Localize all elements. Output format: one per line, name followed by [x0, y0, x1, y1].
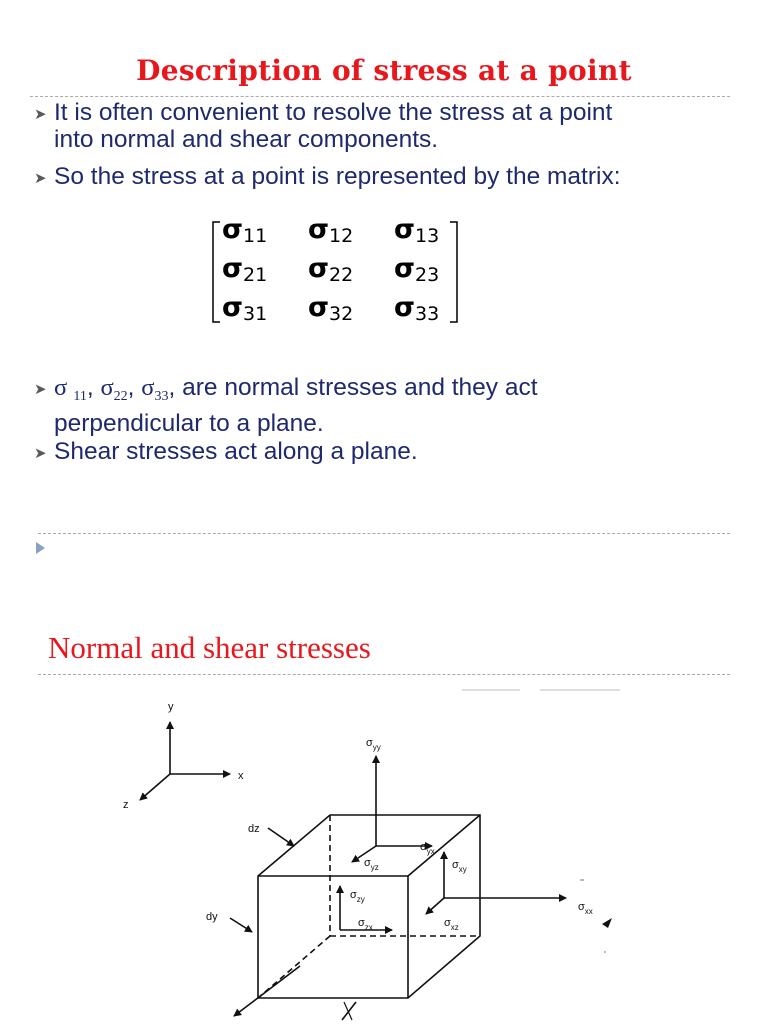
bullet-3-line-2: perpendicular to a plane.	[54, 410, 324, 437]
bullet-arrow-icon: ➤	[34, 106, 47, 123]
matrix-cell-11: $\sigma_{11}$	[222, 214, 268, 247]
stress-matrix	[210, 214, 466, 328]
bullet-arrow-icon: ➤	[34, 170, 47, 187]
title-2-divider	[38, 674, 730, 675]
bullet-2	[34, 163, 734, 190]
bullet-4-line-1: Shear stresses act along a plane.	[54, 438, 418, 465]
bullet-1-line-1: It is often convenient to resolve the stress at a point	[54, 99, 613, 126]
dz-label: dz	[248, 823, 260, 835]
sigma-xz-label: $\sigma_{xz}$	[444, 917, 459, 932]
matrix-cell-12: $\sigma_{12}$	[308, 214, 354, 247]
slide-divider	[38, 533, 730, 534]
bullet-arrow-icon: ➤	[34, 381, 47, 398]
matrix-cell-33: $\sigma_{33}$	[394, 292, 440, 325]
bullet-arrow-icon: ➤	[34, 445, 47, 462]
bullet-3-line-1: σ $_{11}$, $\sigma_{22}$, $\sigma_{33}$, are normal stresses and they act	[54, 374, 538, 404]
bullet-2-line-1: So the stress at a point is represented by the matrix:	[54, 163, 621, 190]
matrix-cell-21: $\sigma_{21}$	[222, 253, 268, 286]
sigma-xy-label: $\sigma_{xy}$	[452, 859, 467, 874]
matrix-cell-13: $\sigma_{13}$	[394, 214, 440, 247]
z-axis-label: z	[123, 799, 129, 811]
title-divider	[30, 96, 730, 97]
bullet-3	[34, 374, 734, 437]
bullet-1-line-2: into normal and shear components.	[54, 126, 439, 153]
sigma-yy-label: $\sigma_{yy}$	[366, 737, 381, 752]
sigma-zx-label: $\sigma_{zx}$	[358, 917, 373, 932]
x-axis-label: x	[238, 770, 244, 782]
bullet-1	[34, 99, 734, 153]
slide-2-title: Normal and shear stresses	[48, 630, 371, 665]
matrix-cell-23: $\sigma_{23}$	[394, 253, 440, 286]
sigma-zy-label: $\sigma_{zy}$	[350, 889, 365, 904]
matrix-cell-22: $\sigma_{22}$	[308, 253, 354, 286]
sigma-yz-label: $\sigma_{yz}$	[364, 857, 379, 872]
sigma-xx-label: $\sigma_{xx}$	[578, 901, 593, 916]
stress-element-diagram	[0, 680, 768, 1024]
matrix-cell-31: $\sigma_{31}$	[222, 292, 268, 325]
matrix-cell-32: $\sigma_{32}$	[308, 292, 354, 325]
slide-title: Description of stress at a point	[136, 54, 632, 87]
empty-bullet-triangle-icon	[36, 542, 45, 554]
sigma-yx-label: $\sigma_{yx}$	[420, 841, 435, 856]
dy-label: dy	[206, 911, 218, 923]
bullet-4	[34, 438, 734, 465]
y-axis-label: y	[168, 701, 174, 713]
